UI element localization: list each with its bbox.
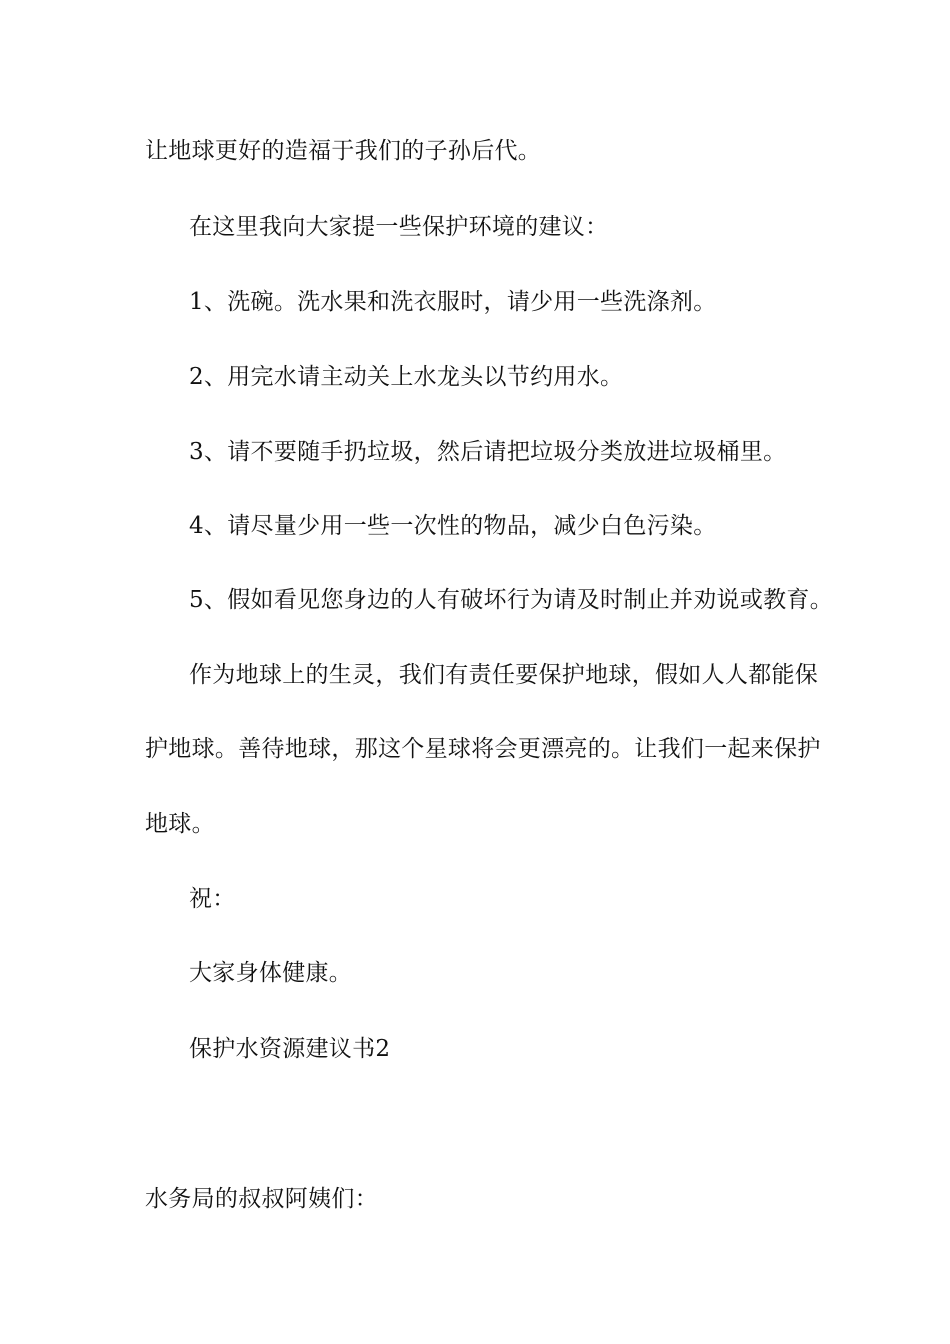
salutation-wish: 大家身体健康。 xyxy=(189,960,353,986)
letter-greeting: 水务局的叔叔阿姨们： xyxy=(145,1186,378,1212)
suggestion-item-5: 5、假如看见您身边的人有破坏行为请及时制止并劝说或教育。 xyxy=(189,587,834,613)
section-title: 保护水资源建议书2 xyxy=(189,1036,391,1062)
suggestion-item-1: 1、洗碗。洗水果和洗衣服时，请少用一些洗涤剂。 xyxy=(189,289,717,315)
salutation-line: 祝： xyxy=(189,886,236,912)
paragraph-line: 让地球更好的造福于我们的子孙后代。 xyxy=(145,138,542,164)
paragraph-line: 地球。 xyxy=(145,811,215,837)
suggestion-item-2: 2、用完水请主动关上水龙头以节约用水。 xyxy=(189,364,624,390)
suggestion-item-4: 4、请尽量少用一些一次性的物品，减少白色污染。 xyxy=(189,513,717,539)
paragraph-line: 护地球。善待地球，那这个星球将会更漂亮的。让我们一起来保护 xyxy=(145,736,821,762)
suggestion-item-3: 3、请不要随手扔垃圾，然后请把垃圾分类放进垃圾桶里。 xyxy=(189,439,787,465)
paragraph-line: 在这里我向大家提一些保护环境的建议： xyxy=(189,214,609,240)
paragraph-line: 作为地球上的生灵，我们有责任要保护地球，假如人人都能保 xyxy=(189,662,819,688)
